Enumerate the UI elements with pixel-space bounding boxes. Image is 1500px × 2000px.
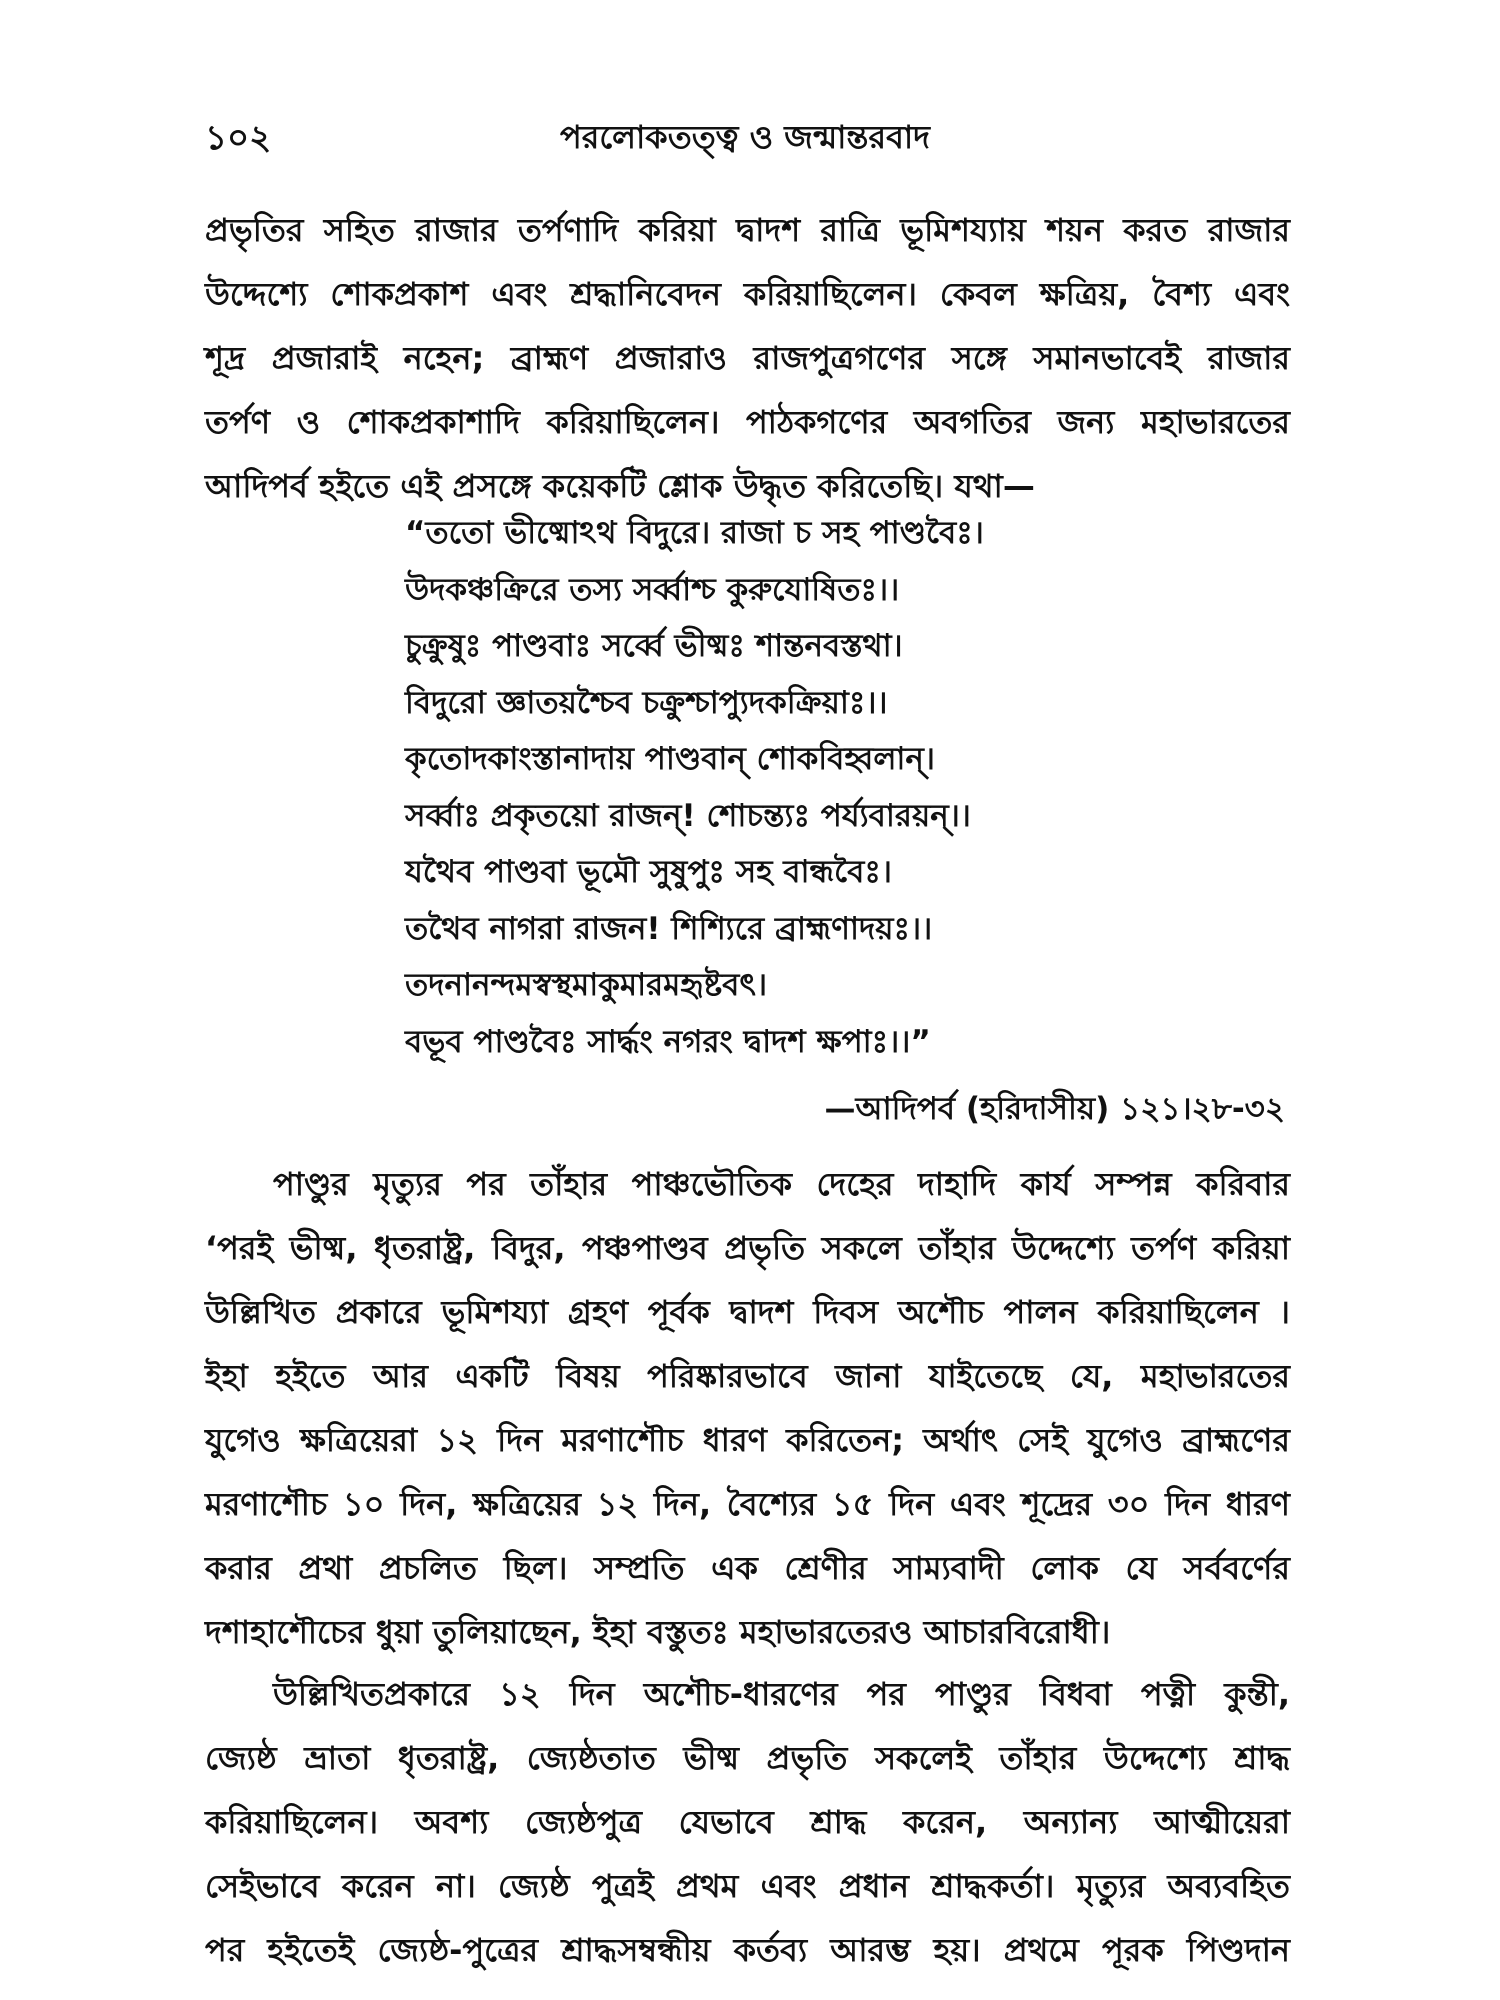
verse-line: উদকঞ্চক্রিরে তস্য সর্ব্বাশ্চ কুরুযোষিতঃ।। (405, 571, 900, 608)
paragraph-3 (205, 1662, 1290, 1982)
page-number: ১০২ (205, 118, 272, 158)
paragraph-2 (205, 1152, 1290, 1664)
text-line: যুগেও ক্ষত্রিয়েরা ১২ দিন মরণাশৌচ ধারণ করিতেন; অর্থাৎ সেই যুগেও ব্রাহ্মণের (205, 1421, 1290, 1459)
verse-line: তদনানন্দমস্বস্থমাকুমারমহৃষ্টবৎ। (405, 967, 768, 1003)
text-line: মরণাশৌচ ১০ দিন, ক্ষত্রিয়ের ১২ দিন, বৈশ্যের ১৫ দিন এবং শূদ্রের ৩০ দিন ধারণ (205, 1485, 1290, 1523)
text-line: পর হইতেই জ্যেষ্ঠ-পুত্রের শ্রাদ্ধসম্বন্ধীয় কর্তব্য আরম্ভ হয়। প্রথমে পূরক পিণ্ডদান (205, 1931, 1290, 1969)
text-line: উদ্দেশ্যে শোকপ্রকাশ এবং শ্রদ্ধানিবেদন করিয়াছিলেন। কেবল ক্ষত্রিয়, বৈশ্য এবং (205, 275, 1290, 313)
verse-citation: —আদিপর্ব (হরিদাসীয়) ১২১।২৮-৩২ (824, 1091, 1285, 1127)
running-title: পরলোকতত্ত্ব ও জন্মান্তরবাদ (560, 118, 930, 156)
verse-line: যথৈব পাণ্ডবা ভূমৌ সুষুপুঃ সহ বান্ধবৈঃ। (405, 854, 892, 890)
text-line: শূদ্র প্রজারাই নহেন; ব্রাহ্মণ প্রজারাও রাজপুত্রগণের সঙ্গে সমানভাবেই রাজার (205, 339, 1290, 377)
page-header (205, 112, 1285, 160)
verse-line: বিদুরো জ্ঞাতয়শ্চৈব চক্রুশ্চাপ্যুদকক্রিয়াঃ।। (405, 684, 888, 721)
text-line: দশাহাশৌচের ধুয়া তুলিয়াছেন, ইহা বস্তুতঃ মহাভারতেরও আচারবিরোধী। (205, 1613, 1111, 1651)
text-line: করিয়াছিলেন। অবশ্য জ্যেষ্ঠপুত্র যেভাবে শ্রাদ্ধ করেন, অন্যান্য আত্মীয়েরা (205, 1803, 1290, 1841)
text-line: করার প্রথা প্রচলিত ছিল। সম্প্রতি এক শ্রেণীর সাম্যবাদী লোক যে সর্ববর্ণের (205, 1549, 1290, 1587)
text-line: আদিপর্ব হইতে এই প্রসঙ্গে কয়েকটি শ্লোক উদ্ধৃত করিতেছি। যথা— (205, 467, 1035, 505)
verse-line: সর্ব্বাঃ প্রকৃতয়ো রাজন্! শোচন্ত্যঃ পর্য্যবারয়ন্।। (405, 797, 971, 834)
verse-line: তথৈব নাগরা রাজন! শিশ্যিরে ব্রাহ্মণাদয়ঃ।। (405, 910, 933, 947)
text-line: সেইভাবে করেন না। জ্যেষ্ঠ পুত্রই প্রথম এবং প্রধান শ্রাদ্ধকর্তা। মৃত্যুর অব্যবহিত (205, 1867, 1290, 1905)
text-line: উল্লিখিতপ্রকারে ১২ দিন অশৌচ-ধারণের পর পাণ্ডুর বিধবা পত্নী কুন্তী, (273, 1675, 1290, 1713)
paragraph-1 (205, 198, 1290, 518)
verse-line: কৃতোদকাংস্তানাদায় পাণ্ডবান্ শোকবিহ্বলান্। (405, 741, 936, 777)
verse-line: চুক্রুষুঃ পাণ্ডবাঃ সর্ব্বে ভীষ্মঃ শান্তনবস্তথা। (405, 628, 903, 664)
text-line: ইহা হইতে আর একটি বিষয় পরিষ্কারভাবে জানা যাইতেছে যে, মহাভারতের (205, 1357, 1290, 1395)
verse-line: বভূব পাণ্ডবৈঃ সার্দ্ধং নগরং দ্বাদশ ক্ষপাঃ।।” (405, 1023, 931, 1060)
text-line: ‘পরই ভীষ্ম, ধৃতরাষ্ট্র, বিদুর, পঞ্চপাণ্ডব প্রভৃতি সকলে তাঁহার উদ্দেশ্যে তর্পণ করিয়া (205, 1229, 1290, 1267)
verse-line: “ততো ভীষ্মোঽথ বিদুরে। রাজা চ সহ পাণ্ডবৈঃ। (405, 515, 984, 551)
text-line: পাণ্ডুর মৃত্যুর পর তাঁহার পাঞ্চভৌতিক দেহের দাহাদি কার্য সম্পন্ন করিবার (273, 1165, 1290, 1203)
text-line: তর্পণ ও শোকপ্রকাশাদি করিয়াছিলেন। পাঠকগণের অবগতির জন্য মহাভারতের (205, 403, 1290, 441)
text-line: উল্লিখিত প্রকারে ভূমিশয্যা গ্রহণ পূর্বক দ্বাদশ দিবস অশৌচ পালন করিয়াছিলেন । (205, 1293, 1290, 1331)
text-line: জ্যেষ্ঠ ভ্রাতা ধৃতরাষ্ট্র, জ্যেষ্ঠতাত ভীষ্ম প্রভৃতি সকলেই তাঁহার উদ্দেশ্যে শ্রাদ্ধ (205, 1739, 1290, 1777)
verse-block (405, 505, 1225, 1070)
text-line: প্রভৃতির সহিত রাজার তর্পণাদি করিয়া দ্বাদশ রাত্রি ভূমিশয্যায় শয়ন করত রাজার (205, 211, 1290, 249)
